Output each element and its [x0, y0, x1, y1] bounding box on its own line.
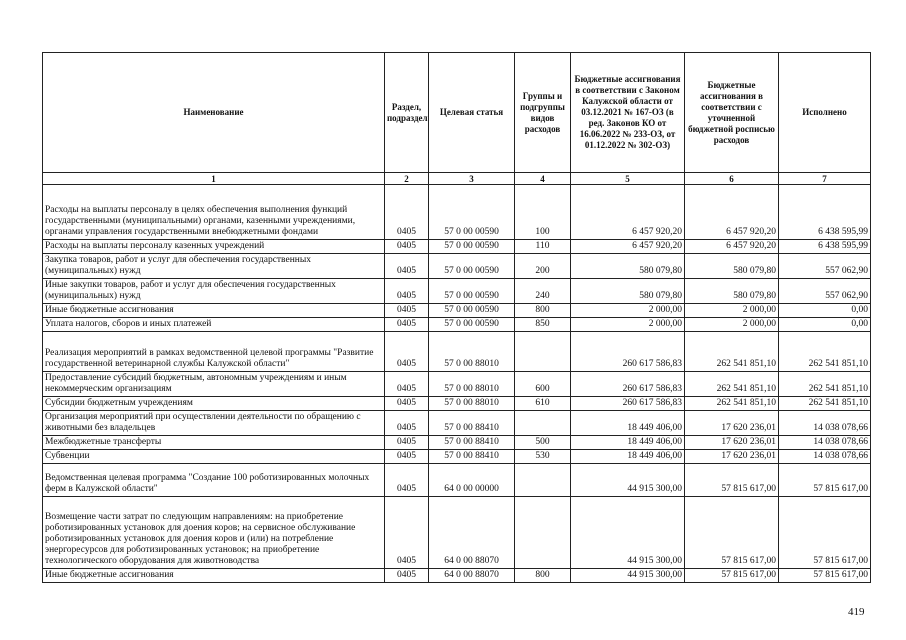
- column-number: 4: [515, 173, 571, 185]
- row-law-amount-cell: 260 617 586,83: [571, 397, 685, 411]
- row-section-cell: 0405: [385, 254, 429, 279]
- row-executed-amount-cell: 6 438 595,99: [779, 185, 871, 240]
- table-body: [43, 185, 871, 583]
- budget-table: [42, 52, 871, 583]
- table-row: [43, 436, 871, 450]
- row-name-cell: Предоставление субсидий бюджетным, автономным учреждениям и иным некоммерческим организациям: [43, 372, 385, 397]
- table-row: [43, 185, 871, 240]
- row-executed-amount-cell: 557 062,90: [779, 279, 871, 304]
- row-refined-amount-cell: 2 000,00: [685, 304, 779, 318]
- row-refined-amount-cell: 57 815 617,00: [685, 464, 779, 497]
- row-refined-amount-cell: 17 620 236,01: [685, 450, 779, 464]
- row-group-cell: [515, 411, 571, 436]
- row-name-cell: Расходы на выплаты персоналу казенных учреждений: [43, 240, 385, 254]
- column-number-row: [43, 173, 871, 185]
- table-row: [43, 240, 871, 254]
- row-article-cell: 57 0 00 88410: [429, 411, 515, 436]
- row-name-cell: Расходы на выплаты персоналу в целях обеспечения выполнения функций государственными (муниципальными) органами, казенными учреждениями, органами управления государственными внебюджетными фондами: [43, 185, 385, 240]
- row-refined-amount-cell: 262 541 851,10: [685, 332, 779, 372]
- row-law-amount-cell: 260 617 586,83: [571, 332, 685, 372]
- row-name-cell: Межбюджетные трансферты: [43, 436, 385, 450]
- row-section-cell: 0405: [385, 497, 429, 569]
- header-section: Раздел, подраздел: [385, 53, 429, 173]
- row-executed-amount-cell: 57 815 617,00: [779, 569, 871, 583]
- header-executed: Исполнено: [779, 53, 871, 173]
- row-article-cell: 64 0 00 88070: [429, 497, 515, 569]
- row-group-cell: 600: [515, 372, 571, 397]
- row-name-cell: Иные бюджетные ассигнования: [43, 304, 385, 318]
- row-executed-amount-cell: 57 815 617,00: [779, 464, 871, 497]
- row-article-cell: 57 0 00 00590: [429, 185, 515, 240]
- row-article-cell: 57 0 00 00590: [429, 279, 515, 304]
- row-section-cell: 0405: [385, 332, 429, 372]
- row-refined-amount-cell: 17 620 236,01: [685, 411, 779, 436]
- row-article-cell: 57 0 00 00590: [429, 318, 515, 332]
- table-row: [43, 464, 871, 497]
- row-executed-amount-cell: 57 815 617,00: [779, 497, 871, 569]
- row-law-amount-cell: 44 915 300,00: [571, 464, 685, 497]
- row-refined-amount-cell: 262 541 851,10: [685, 372, 779, 397]
- table-row: [43, 397, 871, 411]
- row-article-cell: 57 0 00 88010: [429, 372, 515, 397]
- row-section-cell: 0405: [385, 464, 429, 497]
- row-group-cell: 800: [515, 304, 571, 318]
- row-name-cell: Возмещение части затрат по следующим направлениям: на приобретение роботизированных установок для доения коров; на сервисное обслуживание роботизированных установок для доения коров и (или) на потребление энергоресурсов для роботизированных установок; на приобретение технологического оборудования для животноводства: [43, 497, 385, 569]
- row-name-cell: Иные бюджетные ассигнования: [43, 569, 385, 583]
- row-section-cell: 0405: [385, 411, 429, 436]
- header-article: Целевая статья: [429, 53, 515, 173]
- row-name-cell: Реализация мероприятий в рамках ведомственной целевой программы "Развитие государственной ветеринарной службы Калужской области": [43, 332, 385, 372]
- row-law-amount-cell: 2 000,00: [571, 318, 685, 332]
- row-law-amount-cell: 18 449 406,00: [571, 411, 685, 436]
- row-group-cell: 100: [515, 185, 571, 240]
- column-number: 2: [385, 173, 429, 185]
- row-group-cell: 610: [515, 397, 571, 411]
- row-executed-amount-cell: 262 541 851,10: [779, 332, 871, 372]
- row-group-cell: 850: [515, 318, 571, 332]
- table-row: [43, 569, 871, 583]
- row-executed-amount-cell: 0,00: [779, 304, 871, 318]
- header-refined-allocations: Бюджетные ассигнования в соответствии с уточненной бюджетной росписью расходов: [685, 53, 779, 173]
- table-row: [43, 372, 871, 397]
- row-law-amount-cell: 260 617 586,83: [571, 372, 685, 397]
- row-refined-amount-cell: 17 620 236,01: [685, 436, 779, 450]
- row-article-cell: 57 0 00 00590: [429, 304, 515, 318]
- row-refined-amount-cell: 6 457 920,20: [685, 240, 779, 254]
- row-law-amount-cell: 6 457 920,20: [571, 185, 685, 240]
- table-row: [43, 254, 871, 279]
- header-row: [43, 53, 871, 173]
- row-section-cell: 0405: [385, 185, 429, 240]
- row-article-cell: 57 0 00 00590: [429, 254, 515, 279]
- row-name-cell: Организация мероприятий при осуществлении деятельности по обращению с животными без владельцев: [43, 411, 385, 436]
- row-refined-amount-cell: 262 541 851,10: [685, 397, 779, 411]
- row-group-cell: 200: [515, 254, 571, 279]
- row-refined-amount-cell: 57 815 617,00: [685, 569, 779, 583]
- table-row: [43, 279, 871, 304]
- row-name-cell: Закупка товаров, работ и услуг для обеспечения государственных (муниципальных) нужд: [43, 254, 385, 279]
- row-name-cell: Иные закупки товаров, работ и услуг для обеспечения государственных (муниципальных) нужд: [43, 279, 385, 304]
- row-executed-amount-cell: 14 038 078,66: [779, 436, 871, 450]
- row-article-cell: 57 0 00 88010: [429, 397, 515, 411]
- row-group-cell: 110: [515, 240, 571, 254]
- row-executed-amount-cell: 14 038 078,66: [779, 411, 871, 436]
- row-law-amount-cell: 44 915 300,00: [571, 497, 685, 569]
- row-law-amount-cell: 18 449 406,00: [571, 450, 685, 464]
- row-section-cell: 0405: [385, 436, 429, 450]
- table-row: [43, 332, 871, 372]
- row-executed-amount-cell: 0,00: [779, 318, 871, 332]
- row-section-cell: 0405: [385, 569, 429, 583]
- page-number: 419: [848, 606, 865, 618]
- column-number: 1: [43, 173, 385, 185]
- row-group-cell: 240: [515, 279, 571, 304]
- row-law-amount-cell: 2 000,00: [571, 304, 685, 318]
- row-section-cell: 0405: [385, 240, 429, 254]
- row-group-cell: 530: [515, 450, 571, 464]
- row-section-cell: 0405: [385, 450, 429, 464]
- table-row: [43, 497, 871, 569]
- row-executed-amount-cell: 262 541 851,10: [779, 372, 871, 397]
- row-law-amount-cell: 18 449 406,00: [571, 436, 685, 450]
- column-number: 3: [429, 173, 515, 185]
- row-section-cell: 0405: [385, 372, 429, 397]
- row-article-cell: 57 0 00 88410: [429, 450, 515, 464]
- row-section-cell: 0405: [385, 279, 429, 304]
- row-law-amount-cell: 44 915 300,00: [571, 569, 685, 583]
- row-executed-amount-cell: 557 062,90: [779, 254, 871, 279]
- column-number: 6: [685, 173, 779, 185]
- header-law-allocations: Бюджетные ассигнования в соответствии с Законом Калужской области от 03.12.2021 № 167-ОЗ (в ред. Законов КО от 16.06.2022 № 233-ОЗ, от 01.12.2022 № 302-ОЗ): [571, 53, 685, 173]
- row-section-cell: 0405: [385, 318, 429, 332]
- header-name: Наименование: [43, 53, 385, 173]
- table-row: [43, 318, 871, 332]
- row-refined-amount-cell: 2 000,00: [685, 318, 779, 332]
- row-group-cell: 500: [515, 436, 571, 450]
- table-row: [43, 411, 871, 436]
- row-article-cell: 57 0 00 00590: [429, 240, 515, 254]
- column-number: 5: [571, 173, 685, 185]
- row-section-cell: 0405: [385, 304, 429, 318]
- table-row: [43, 304, 871, 318]
- row-group-cell: 800: [515, 569, 571, 583]
- row-group-cell: [515, 332, 571, 372]
- row-article-cell: 64 0 00 88070: [429, 569, 515, 583]
- row-executed-amount-cell: 262 541 851,10: [779, 397, 871, 411]
- row-name-cell: Уплата налогов, сборов и иных платежей: [43, 318, 385, 332]
- row-article-cell: 57 0 00 88410: [429, 436, 515, 450]
- table-row: [43, 450, 871, 464]
- row-article-cell: 57 0 00 88010: [429, 332, 515, 372]
- row-refined-amount-cell: 580 079,80: [685, 279, 779, 304]
- row-refined-amount-cell: 57 815 617,00: [685, 497, 779, 569]
- column-number: 7: [779, 173, 871, 185]
- row-group-cell: [515, 497, 571, 569]
- row-refined-amount-cell: 580 079,80: [685, 254, 779, 279]
- row-law-amount-cell: 580 079,80: [571, 279, 685, 304]
- row-name-cell: Субсидии бюджетным учреждениям: [43, 397, 385, 411]
- row-law-amount-cell: 6 457 920,20: [571, 240, 685, 254]
- row-article-cell: 64 0 00 00000: [429, 464, 515, 497]
- row-group-cell: [515, 464, 571, 497]
- row-law-amount-cell: 580 079,80: [571, 254, 685, 279]
- row-name-cell: Субвенции: [43, 450, 385, 464]
- row-refined-amount-cell: 6 457 920,20: [685, 185, 779, 240]
- row-name-cell: Ведомственная целевая программа "Создание 100 роботизированных молочных ферм в Калужской области": [43, 464, 385, 497]
- row-section-cell: 0405: [385, 397, 429, 411]
- header-groups: Группы и подгруппы видов расходов: [515, 53, 571, 173]
- row-executed-amount-cell: 6 438 595,99: [779, 240, 871, 254]
- row-executed-amount-cell: 14 038 078,66: [779, 450, 871, 464]
